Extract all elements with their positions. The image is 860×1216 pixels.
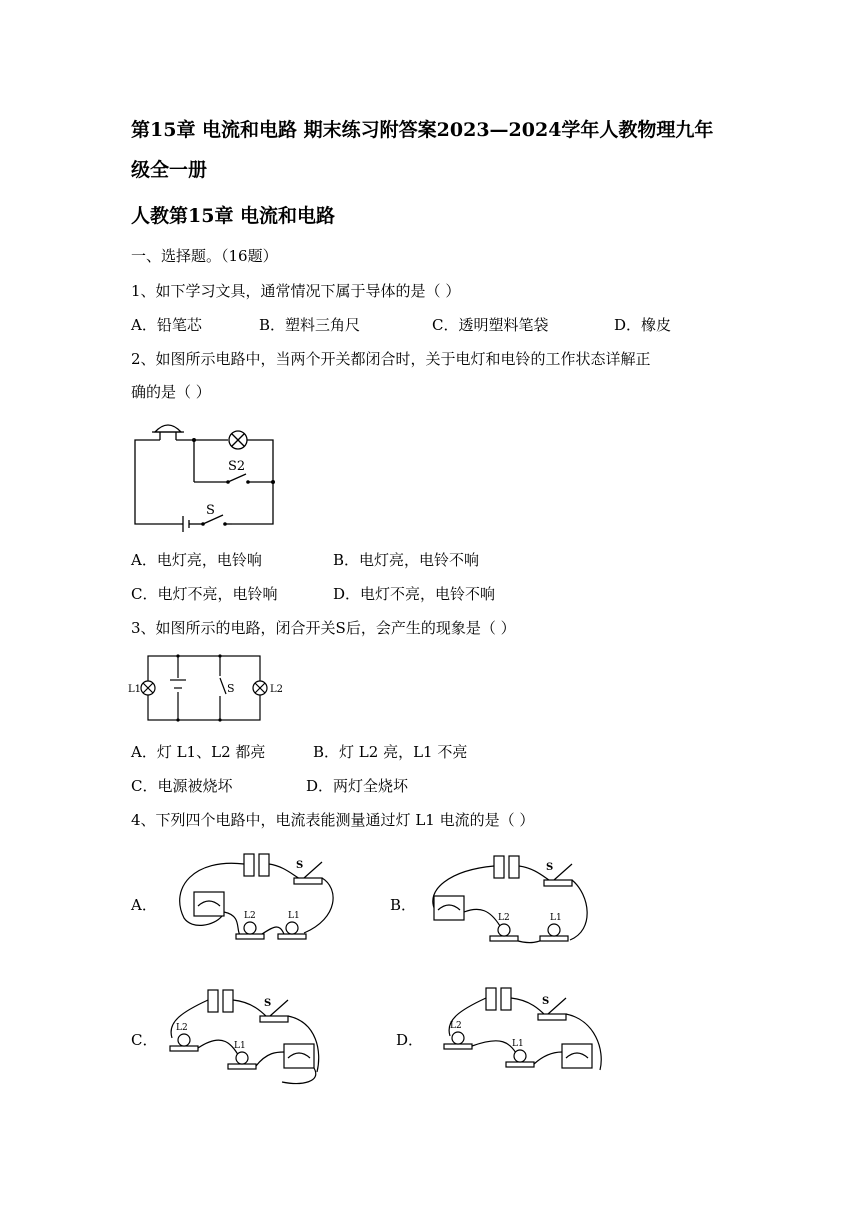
q4-stem: 4、下列四个电路中，电流表能测量通过灯 L1 电流的是（ ） [131, 811, 535, 829]
q1-stem: 1、如下学习文具，通常情况下属于导体的是（ ） [131, 282, 461, 300]
q4a-label-l2: L2 [244, 911, 256, 921]
q2-option-d: D．电灯不亮，电铃不响 [333, 585, 496, 603]
q4a-label-l1: L1 [288, 911, 300, 921]
q3-label-s: S [227, 682, 235, 695]
q3-option-c: C．电源被烧坏 [131, 777, 233, 795]
q1-option-c: C．透明塑料笔袋 [432, 316, 549, 334]
q4c-label-s: S [264, 998, 272, 1009]
q4-figure-c [152, 982, 352, 1092]
q3-label-l1: L1 [128, 684, 142, 695]
q1-option-a: A．铅笔芯 [131, 316, 202, 334]
q2-stem-line1: 2、如图所示电路中，当两个开关都闭合时，关于电灯和电铃的工作状态详解正 [131, 350, 651, 368]
q4c-label-l2: L2 [176, 1023, 188, 1033]
q2-label-s: S [206, 503, 215, 518]
q4c-label-l1: L1 [234, 1041, 246, 1051]
q4a-label-s: S [296, 860, 304, 871]
q4-figure-b [420, 850, 620, 950]
section-heading: 一、选择题。（16题） [131, 247, 278, 265]
q4-option-c: C． [131, 1031, 158, 1049]
doc-title-line1: 第15章 电流和电路 期末练习附答案2023—2024学年人教物理九年 [131, 119, 714, 141]
q4-option-a: A． [131, 896, 157, 914]
q3-label-l2: L2 [270, 684, 284, 695]
q2-option-c: C．电灯不亮，电铃响 [131, 585, 278, 603]
q1-option-d: D．橡皮 [614, 316, 672, 334]
q4-option-b: B． [390, 896, 417, 914]
q2-label-s2: S2 [228, 459, 246, 474]
q2-circuit-figure [128, 414, 288, 534]
q3-option-d: D．两灯全烧坏 [306, 777, 409, 795]
q3-stem: 3、如图所示的电路，闭合开关S后，会产生的现象是（ ） [131, 619, 516, 637]
q3-circuit-figure [128, 650, 288, 730]
q4d-label-s: S [542, 996, 550, 1007]
doc-subtitle: 人教第15章 电流和电路 [131, 205, 336, 227]
doc-title-line2: 级全一册 [131, 159, 208, 181]
q4d-label-l2: L2 [450, 1021, 462, 1031]
q3-option-b: B．灯 L2 亮，L1 不亮 [313, 743, 468, 761]
q1-option-b: B．塑料三角尺 [259, 316, 361, 334]
q4-option-d: D． [396, 1031, 424, 1049]
q4b-label-s: S [546, 862, 554, 873]
q4b-label-l1: L1 [550, 913, 562, 923]
q2-option-a: A．电灯亮，电铃响 [131, 551, 262, 569]
q3-option-a: A．灯 L1、L2 都亮 [131, 743, 266, 761]
q4b-label-l2: L2 [498, 913, 510, 923]
q2-stem-line2: 确的是（ ） [131, 383, 211, 401]
q2-option-b: B．电灯亮，电铃不响 [333, 551, 480, 569]
q4-figure-a [164, 848, 364, 948]
q4d-label-l1: L1 [512, 1039, 524, 1049]
q4-figure-d [430, 980, 630, 1090]
